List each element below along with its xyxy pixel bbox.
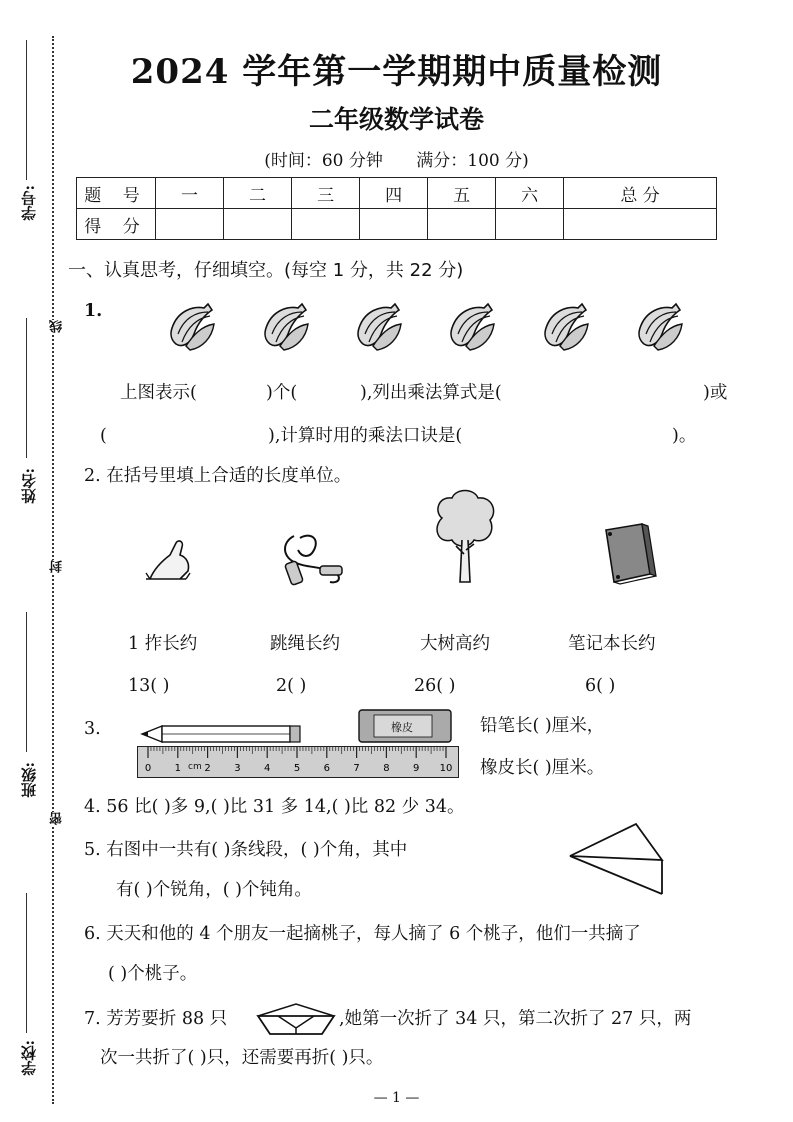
student-id-label: 学号: xyxy=(20,185,38,221)
score-table-cell: 二 xyxy=(224,178,292,209)
q2-item-value: 6( ) xyxy=(585,676,616,696)
q2-item-label: 笔记本长约 xyxy=(568,634,656,654)
q2-item-value: 26( ) xyxy=(414,676,456,696)
score-input-cell[interactable] xyxy=(360,209,428,240)
q1-line2b: ),计算时用的乘法口诀是( xyxy=(268,426,463,446)
score-table-header-row xyxy=(77,178,717,209)
class-field[interactable] xyxy=(26,612,27,752)
banana-icon xyxy=(545,304,588,350)
score-table-cell: 五 xyxy=(428,178,496,209)
q3-eraser-text: 橡皮长( )厘米。 xyxy=(480,758,605,778)
banana-icon xyxy=(171,304,214,350)
page-number: — 1 — xyxy=(373,1090,420,1106)
paper-boat-icon xyxy=(256,1002,336,1038)
ruler-unit: cm xyxy=(188,762,202,772)
q2-item-value: 13( ) xyxy=(128,676,170,696)
ruler-tick-label: 2 xyxy=(204,763,211,774)
q3-number: 3. xyxy=(84,719,101,739)
eraser-label: 橡皮 xyxy=(391,721,413,734)
ruler-ticks xyxy=(137,746,467,780)
score-input-cell[interactable] xyxy=(224,209,292,240)
seal-mark: 封 xyxy=(50,560,65,573)
q5-line1: 5. 右图中一共有( )条线段，( )个角，其中 xyxy=(84,840,408,860)
exam-title: 2024 学年第一学期期中质量检测 xyxy=(130,52,663,92)
ruler-tick-label: 4 xyxy=(264,763,271,774)
q6-line2: ( )个桃子。 xyxy=(108,964,198,984)
q2-item-label: 大树高约 xyxy=(420,634,490,654)
score-table-cell: 六 xyxy=(496,178,564,209)
q3-pencil-text: 铅笔长( )厘米， xyxy=(480,716,605,736)
score-table-cell: 一 xyxy=(156,178,224,209)
score-table-cell: 题 号 xyxy=(77,178,156,209)
class-label: 班级: xyxy=(20,762,38,798)
ruler-tick-label: 1 xyxy=(174,763,181,774)
tree-icon xyxy=(430,488,500,588)
q1-line2a: ( xyxy=(100,426,107,446)
line-mark: 线 xyxy=(50,320,65,333)
ruler-tick-label: 10 xyxy=(439,763,453,774)
notebook-icon xyxy=(598,522,658,592)
banana-icon xyxy=(639,304,682,350)
score-table-score-row xyxy=(77,209,717,240)
banana-icon xyxy=(451,304,494,350)
q1-line1d: )或 xyxy=(703,383,728,403)
triangle-figure xyxy=(566,820,676,900)
hand-span-icon xyxy=(140,535,200,585)
jump-rope-icon xyxy=(280,528,350,588)
q2-stem: 2. 在括号里填上合适的长度单位。 xyxy=(84,466,352,486)
ruler-tick-label: 3 xyxy=(234,763,241,774)
ruler-tick-label: 5 xyxy=(293,763,301,774)
q2-item-value: 2( ) xyxy=(276,676,307,696)
q2-item-label: 1 拃长约 xyxy=(128,634,198,654)
q7-line2: 次一共折了( )只，还需要再折( )只。 xyxy=(100,1048,384,1068)
q7-line1a: 7. 芳芳要折 88 只 xyxy=(84,1009,228,1029)
school-field[interactable] xyxy=(26,893,27,1033)
q1-line1c: ),列出乘法算式是( xyxy=(360,383,502,403)
q5-line2: 有( )个锐角，( )个钝角。 xyxy=(116,880,312,900)
exam-subtitle: 二年级数学试卷 xyxy=(308,105,484,134)
score-input-cell[interactable] xyxy=(428,209,496,240)
q7-line1b: ,她第一次折了 34 只，第二次折了 27 只，两 xyxy=(339,1009,692,1029)
banana-row xyxy=(0,298,793,378)
q2-item-label: 跳绳长约 xyxy=(270,634,340,654)
score-table-cell: 得 分 xyxy=(77,209,156,240)
ruler-tick-label: 6 xyxy=(323,763,330,774)
ruler-tick-label: 8 xyxy=(383,763,390,774)
name-label: 姓名: xyxy=(20,468,38,504)
q6-line1: 6. 天天和他的 4 个朋友一起摘桃子，每人摘了 6 个桃子，他们一共摘了 xyxy=(84,924,641,944)
q1-line1a: 上图表示( xyxy=(120,383,197,403)
q1-line1b: )个( xyxy=(266,383,298,403)
exam-meta xyxy=(0,146,793,171)
q1-line2c: )。 xyxy=(672,426,697,446)
score-table-cell: 三 xyxy=(292,178,360,209)
banana-icon xyxy=(265,304,308,350)
score-table xyxy=(76,177,717,240)
exam-time: (时间：60 分钟 xyxy=(264,151,383,171)
score-input-cell[interactable] xyxy=(156,209,224,240)
ruler-tick-label: 9 xyxy=(413,763,420,774)
score-input-cell[interactable] xyxy=(564,209,717,240)
score-input-cell[interactable] xyxy=(496,209,564,240)
q4-text: 4. 56 比( )多 9,( )比 31 多 14,( )比 82 少 34。 xyxy=(84,797,465,817)
school-label: 学校: xyxy=(20,1040,38,1076)
dense-mark: 密 xyxy=(50,812,65,825)
score-input-cell[interactable] xyxy=(292,209,360,240)
banana-icon xyxy=(358,304,401,350)
ruler-tick-label: 0 xyxy=(144,763,152,774)
score-table-cell: 总 分 xyxy=(564,178,717,209)
q1-number: 1. xyxy=(84,301,103,321)
pencil-icon xyxy=(140,722,310,746)
section-heading: 一、认真思考，仔细填空。(每空 1 分，共 22 分) xyxy=(68,260,464,281)
ruler-tick-label: 7 xyxy=(353,763,360,774)
exam-full-score: 满分：100 分) xyxy=(416,151,529,171)
score-table-cell: 四 xyxy=(360,178,428,209)
